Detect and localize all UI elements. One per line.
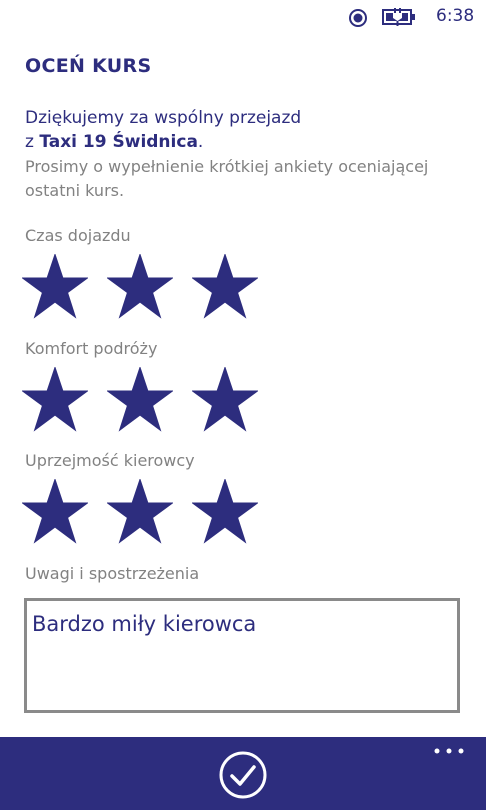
survey-intro: Prosimy o wypełnienie krótkiej ankiety oceniającej ostatni kurs. <box>25 157 429 200</box>
star-icon[interactable] <box>192 254 258 320</box>
star-icon[interactable] <box>107 254 173 320</box>
app-bar <box>0 737 486 810</box>
company-name: Taxi 19 Świdnica <box>39 132 198 152</box>
star-icon[interactable] <box>192 367 258 433</box>
star-icon[interactable] <box>107 367 173 433</box>
location-target-icon <box>348 8 368 28</box>
status-time: 6:38 <box>436 6 475 26</box>
confirm-button[interactable] <box>219 751 267 799</box>
thanks-prefix: z <box>25 132 40 152</box>
rating-label-comfort: Komfort podróży <box>25 339 158 358</box>
star-icon[interactable] <box>107 479 173 545</box>
check-circle-icon <box>219 751 267 799</box>
thanks-suffix: . <box>197 132 204 152</box>
battery-charging-icon <box>382 7 416 27</box>
star-icon[interactable] <box>22 479 88 545</box>
page-title: OCEŃ KURS <box>25 55 152 77</box>
star-icon[interactable] <box>22 367 88 433</box>
notes-label: Uwagi i spostrzeżenia <box>25 564 200 583</box>
thanks-line: Dziękujemy za wspólny przejazd <box>25 108 302 128</box>
more-options-button[interactable] <box>432 743 466 763</box>
rating-label-arrival-time: Czas dojazdu <box>25 226 131 245</box>
star-icon[interactable] <box>192 479 258 545</box>
thanks-message <box>25 106 301 154</box>
star-icon[interactable] <box>22 254 88 320</box>
status-bar <box>0 0 486 34</box>
notes-textbox[interactable] <box>24 598 460 713</box>
notes-value: Bardzo miły kierowca <box>32 612 257 636</box>
thanks-company-line <box>25 130 301 154</box>
ellipsis-icon <box>432 743 466 763</box>
rating-label-courtesy: Uprzejmość kierowcy <box>25 451 195 470</box>
